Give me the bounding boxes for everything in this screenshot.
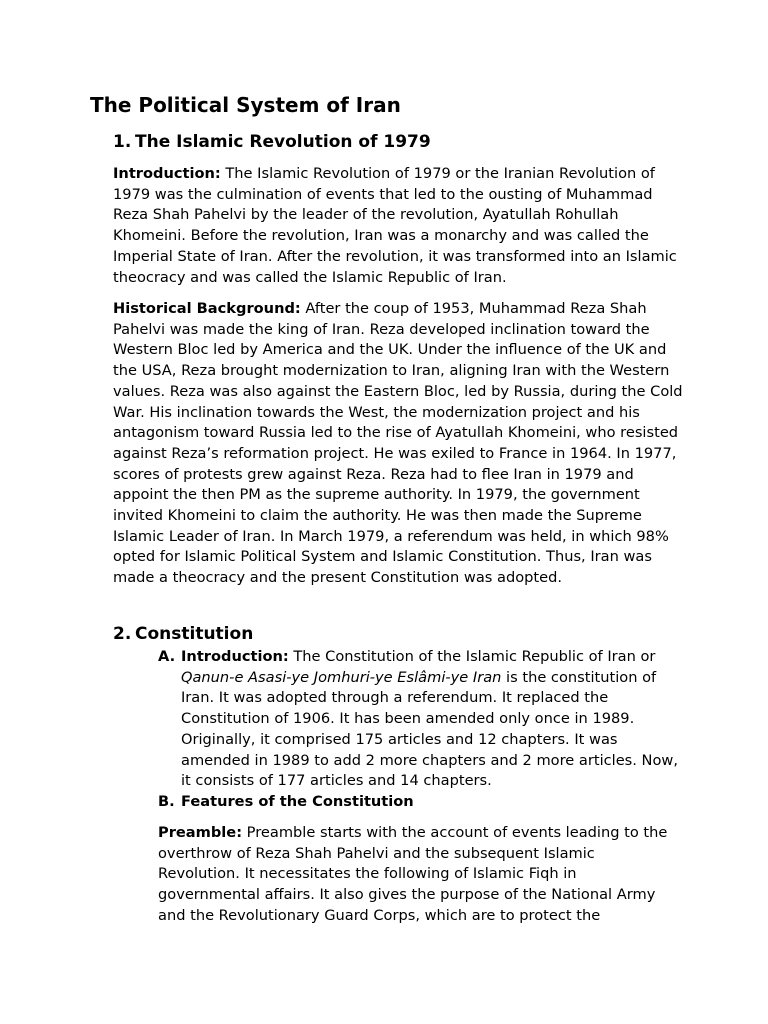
paragraph-text: After the coup of 1953, Muhammad Reza Shah Pahelvi was made the king of Iran. Reza developed inclination toward the Western Bloc led by America and the UK. Under the influence of the UK and the USA, Reza brought modernization to Iran, aligning Iran with the Western values. Reza was also against the Eastern Bloc, led by Russia, during the Cold War. His inclination towards the West, the modernization project and his antagonism toward Russia led to the rise of Ayatullah Khomeini, who resisted against Reza’s reformation project. He was exiled to France in 1964. In 1977, scores of protests grew against Reza. Reza had to flee Iran in 1979 and appoint the then PM as the supreme authority. In 1979, the government invited Khomeini to claim the authority. He was then made the Supreme Islamic Leader of Iran. In March 1979, a referendum was held, in which 98% opted for Islamic Political System and Islamic Constitution. Thus, Iran was made a theocracy and the present Constitution was adopted. <box>113 300 683 587</box>
paragraph-text: The Constitution of the Islamic Republic of Iran or <box>288 648 656 665</box>
paragraph-preamble <box>158 823 678 927</box>
section-number: 2. <box>113 624 132 644</box>
paragraph-historical-background <box>113 299 683 589</box>
paragraph-label: Preamble: <box>158 824 243 841</box>
section-title: Constitution <box>135 624 254 644</box>
paragraph-label: Introduction: <box>113 165 221 182</box>
section-number: 1. <box>113 132 132 152</box>
section-heading-constitution <box>113 623 253 645</box>
paragraph-label: Historical Background: <box>113 300 301 317</box>
list-item-body <box>158 792 678 813</box>
list-item-body <box>158 647 678 792</box>
list-item-constitution-introduction <box>158 647 678 792</box>
section-title: The Islamic Revolution of 1979 <box>135 132 431 152</box>
paragraph-text: The Islamic Revolution of 1979 or the Iranian Revolution of 1979 was the culmination of events that led to the ousting of Muhammad Reza Shah Pahelvi by the leader of the revolution, Ayatullah Rohullah Khomeini. Before the revolution, Iran was a monarchy and was called the Imperial State of Iran. After the revolution, it was transformed into an Islamic theocracy and was called the Islamic Republic of Iran. <box>113 165 677 286</box>
paragraph-text: Preamble starts with the account of events leading to the overthrow of Reza Shah Pahelvi and the subsequent Islamic Revolution. It necessitates the following of Islamic Fiqh in governmental affairs. It also gives the purpose of the National Army and the Revolutionary Guard Corps, which are to protect the <box>158 824 668 924</box>
list-marker: A. <box>158 648 176 665</box>
list-marker: B. <box>158 793 175 810</box>
document-title: The Political System of Iran <box>90 93 401 117</box>
constitution-persian-name: Qanun-e Asasi-ye Jomhuri-ye Eslâmi-ye Iran <box>181 668 502 686</box>
list-item-features-of-constitution <box>158 792 678 813</box>
paragraph-text: is the constitution of Iran. It was adopted through a referendum. It replaced the Constitution of 1906. It has been amended only once in 1989. Originally, it comprised 175 articles and 12 chapters. It was amended in 1989 to add 2 more chapters and 2 more articles. Now, it consists of 177 articles and 14 chapters. <box>181 668 678 790</box>
section-heading-revolution <box>113 131 431 153</box>
paragraph-label: Features of the Constitution <box>181 793 414 810</box>
paragraph-label: Introduction: <box>181 648 289 665</box>
paragraph-revolution-introduction <box>113 164 683 288</box>
